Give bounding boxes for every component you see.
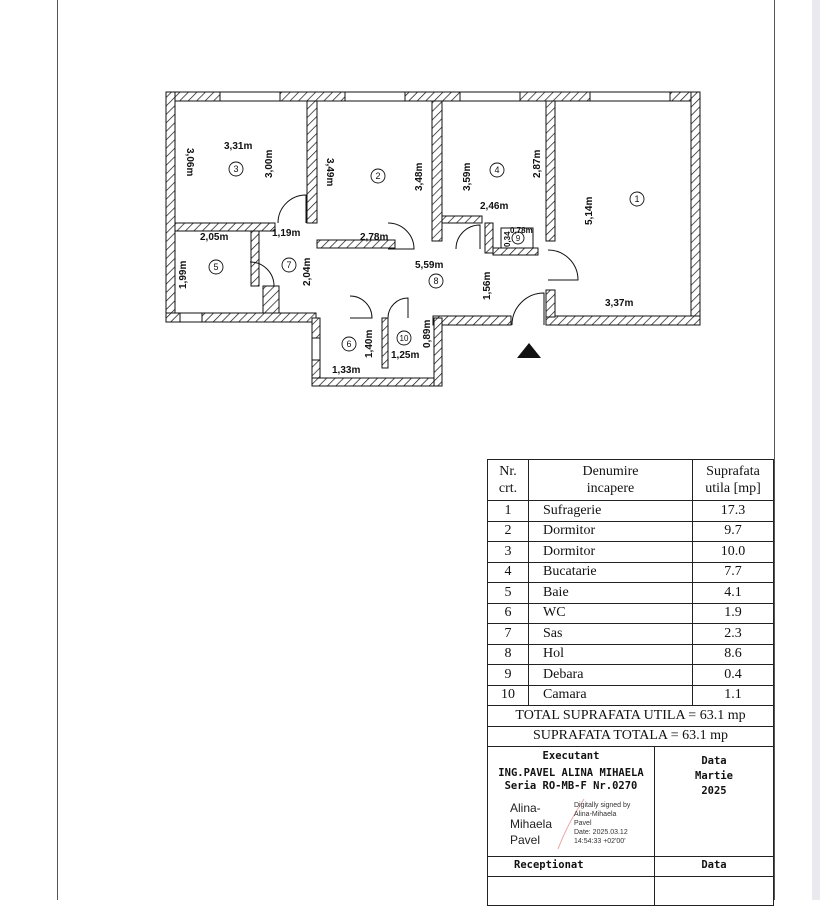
- header-area: Suprafata utila [mp]: [693, 460, 774, 501]
- executant-label: Executant: [542, 750, 600, 762]
- header-nr: Nr. crt.: [488, 460, 529, 501]
- entrance-arrow: [517, 343, 541, 358]
- dim-label: 1,56m: [482, 271, 493, 300]
- dim-label: 0,89m: [422, 319, 433, 348]
- floor-plan: [0, 0, 820, 420]
- dim-label: 0,34: [503, 231, 512, 247]
- engineer-series: Seria RO-MB-F Nr.0270: [504, 780, 638, 792]
- dim-label: 2,78m: [360, 232, 389, 243]
- header-name: Denumire incapere: [529, 460, 693, 501]
- dim-label: 2,87m: [532, 149, 543, 178]
- dim-label: 0,78m: [510, 226, 533, 235]
- receptionat-label: Receptionat: [514, 859, 584, 871]
- room-number: 9: [515, 234, 521, 243]
- table-row: 10 Camara 1.1: [488, 685, 774, 706]
- dim-label: 3,37m: [605, 298, 634, 309]
- room-number: 3: [233, 164, 239, 174]
- total-utila-row: TOTAL SUPRAFATA UTILA = 63.1 mp: [488, 706, 774, 727]
- dim-label: 3,06m: [184, 148, 195, 177]
- executant-box: [487, 746, 655, 857]
- dim-label: 3,59m: [462, 162, 473, 191]
- table-row: 4 Bucatarie 7.7: [488, 562, 774, 583]
- total-row: SUPRAFATA TOTALA = 63.1 mp: [488, 726, 774, 747]
- table-row: 8 Hol 8.6: [488, 644, 774, 665]
- receptionat-box: [487, 856, 655, 877]
- table-header-row: [488, 460, 774, 501]
- signature-name: Alina- Mihaela Pavel: [510, 801, 553, 847]
- dim-label: 1,40m: [364, 329, 375, 358]
- room-number: 7: [286, 260, 292, 270]
- room-number: 2: [375, 171, 381, 181]
- dim-label: 2,46m: [480, 201, 509, 212]
- dim-label: 1,99m: [178, 260, 189, 289]
- receptionat-date-box: [654, 856, 774, 877]
- date-month: Martie: [695, 770, 733, 782]
- dim-label: 2,04m: [302, 257, 313, 286]
- room-number: 10: [399, 334, 409, 343]
- dim-label: 1,33m: [332, 365, 361, 376]
- room-number: 5: [213, 262, 219, 272]
- room-number: 4: [494, 165, 500, 175]
- room-number: 8: [433, 276, 439, 286]
- empty-date-box: [654, 876, 774, 906]
- room-number: 1: [634, 194, 640, 204]
- room-number: 6: [346, 339, 352, 349]
- room-area-table: [487, 459, 774, 747]
- table-row: 9 Debara 0.4: [488, 665, 774, 686]
- doors: [250, 195, 578, 325]
- dim-label: 1,19m: [272, 228, 301, 239]
- dim-label: 1,25m: [391, 350, 420, 361]
- date-box: [654, 746, 774, 857]
- date-label: Data: [701, 755, 727, 767]
- empty-sign-box: [487, 876, 655, 906]
- digital-signature-info: Digitally signed by Alina-Mihaela Pavel Date: 2025.03.12 14:54:33 +02'00': [574, 802, 631, 845]
- table-row: 3 Dormitor 10.0: [488, 542, 774, 563]
- date-year: 2025: [701, 785, 727, 797]
- table-row: 2 Dormitor 9.7: [488, 521, 774, 542]
- engineer-name: ING.PAVEL ALINA MIHAELA: [498, 767, 644, 779]
- dim-label: 5,59m: [415, 260, 444, 271]
- dim-label: 2,05m: [200, 232, 229, 243]
- table-row: 6 WC 1.9: [488, 603, 774, 624]
- dim-label: 3,00m: [264, 149, 275, 178]
- dim-label: 5,14m: [584, 196, 595, 225]
- table-row: 7 Sas 2.3: [488, 624, 774, 645]
- dim-label: 3,48m: [414, 162, 425, 191]
- dim-label: 3,31m: [224, 141, 253, 152]
- dim-label: 3,49m: [324, 158, 335, 187]
- receptionat-date-label: Data: [701, 859, 727, 871]
- table-row: 5 Baie 4.1: [488, 583, 774, 604]
- table-row: 1 Sufragerie 17.3: [488, 501, 774, 522]
